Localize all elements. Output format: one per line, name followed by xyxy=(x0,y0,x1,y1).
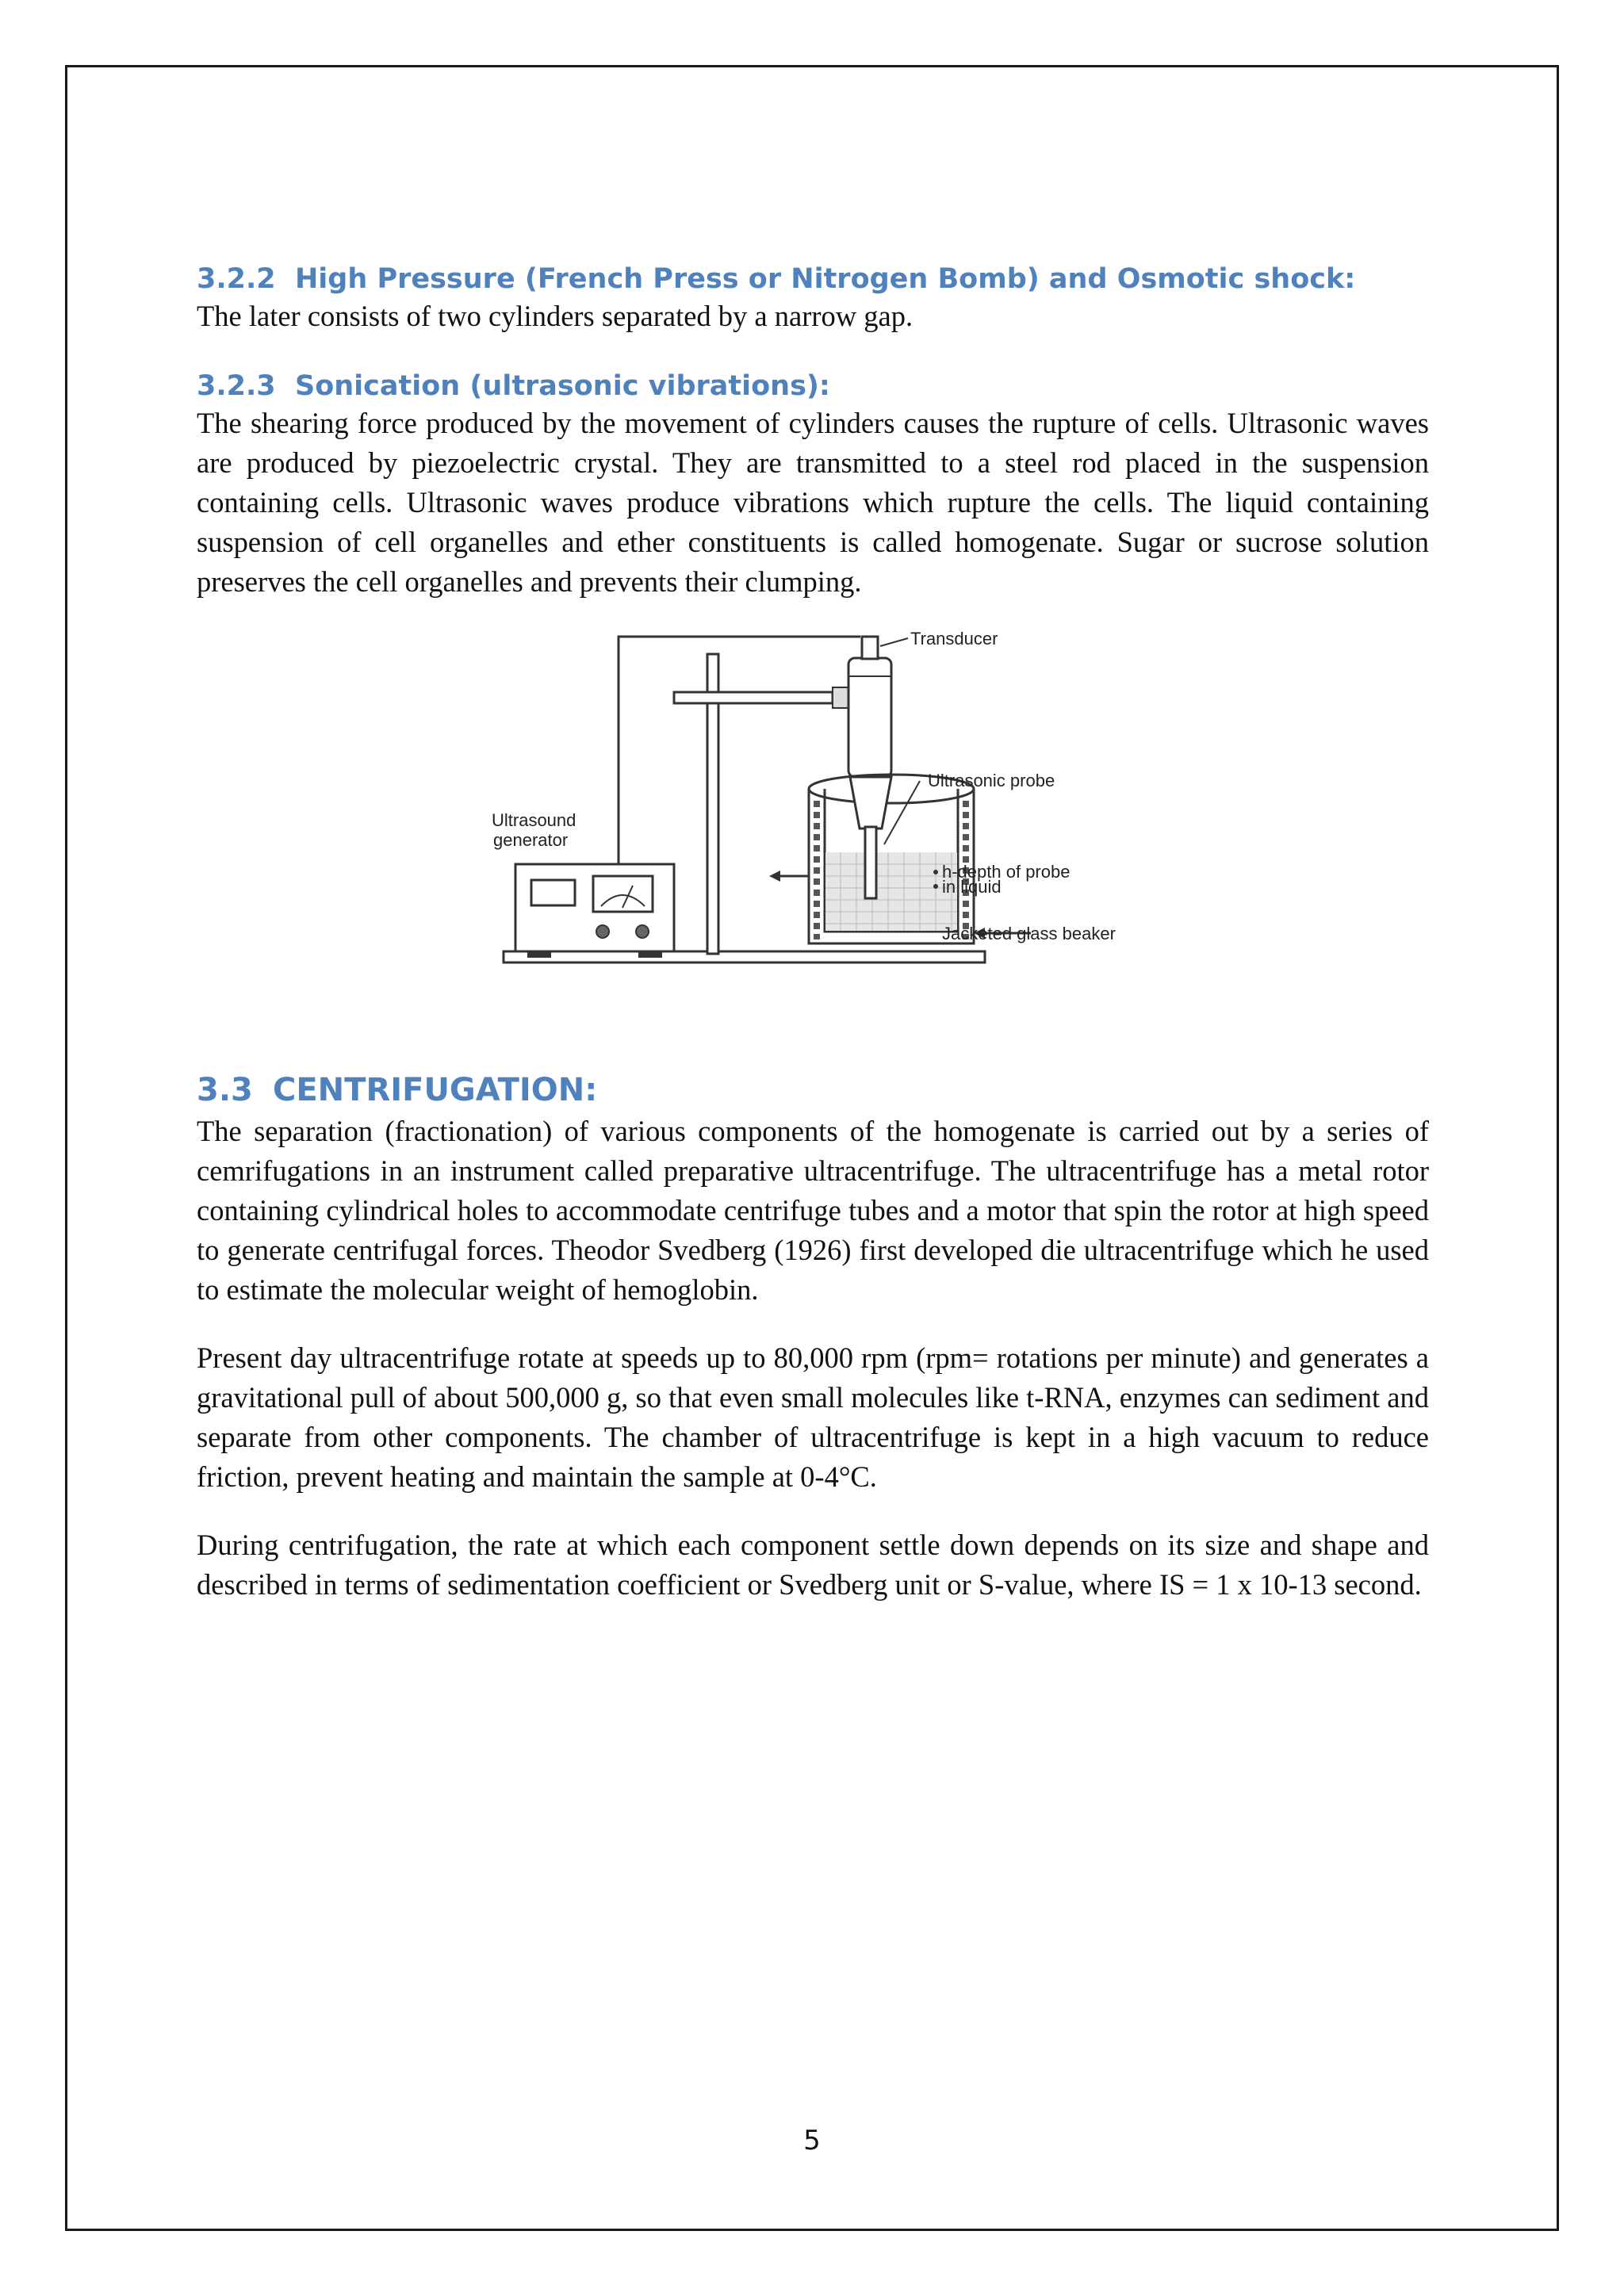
generator-display xyxy=(531,880,575,905)
label-generator-line1: Ultrasound xyxy=(492,810,576,830)
section-3-2-3-text: The shearing force produced by the movement of cylinders causes the rupture of cells. Ultrasonic waves are produced by piezoelectric crystal. They are transmitted to a steel rod placed in the suspension containing cells. Ultrasonic waves produce vibrations which rupture the cells. The liquid containing suspension of cell organelles and ether constituents is called homogenate. Sugar or sucrose solution preserves the cell organelles and prevents their clumping. xyxy=(197,407,1429,598)
section-3-2-2-text: The later consists of two cylinders separated by a narrow gap. xyxy=(197,300,914,332)
generator-knob xyxy=(596,925,609,938)
heading-title: Sonication (ultrasonic vibrations): xyxy=(295,370,830,402)
heading-3-2-2 xyxy=(197,262,1429,297)
label-transducer: Transducer xyxy=(910,629,998,649)
heading-number: 3.2.2 xyxy=(197,263,276,295)
page-number: 5 xyxy=(803,2125,821,2156)
section-3-3-paragraph-3: During centrifugation, the rate at which each component settle down depends on its size and shape and described in terms of sedimentation coefficient or Svedberg unit or S-value, where IS = 1 x 10-13 second. xyxy=(197,1529,1429,1601)
heading-number: 3.2.3 xyxy=(197,370,276,402)
heading-3-3 xyxy=(197,1070,1429,1110)
section-3-3-paragraph-2: Present day ultracentrifuge rotate at speeds up to 80,000 rpm (rpm= rotations per minute) and generates a gravitational pull of about 500,000 g, so that even small molecules like t-RNA, enzymes can sediment and separate from other components. The chamber of ultracentrifuge is kept in a high vacuum to reduce friction, prevent heating and maintain the sample at 0-4°C. xyxy=(197,1341,1429,1493)
heading-3-2-3 xyxy=(197,369,1429,404)
stand-arm xyxy=(674,692,833,703)
label-generator-line2: generator xyxy=(493,830,569,850)
section-3-3 xyxy=(197,1070,1429,1605)
section-3-3-paragraph-1: The separation (fractionation) of various components of the homogenate is carried out by a series of cemrifugations in an instrument called preparative ultracentrifuge. The ultracentrifuge has a metal rotor containing cylindrical holes to accommodate centrifuge tubes and a motor that spin the rotor at high speed to generate centrifugal forces. Theodor Svedberg (1926) first developed die ultracentrifuge which he used to estimate the molecular weight of hemoglobin. xyxy=(197,1115,1429,1306)
ultrasonic-probe xyxy=(850,777,891,828)
base-plate xyxy=(504,951,985,962)
heading-title: High Pressure (French Press or Nitrogen Bomb) and Osmotic shock: xyxy=(295,263,1356,295)
sonicator-figure xyxy=(476,622,1142,979)
clamp xyxy=(833,687,848,708)
generator-knob xyxy=(636,925,649,938)
label-beaker: Jacketed glass beaker xyxy=(942,924,1116,943)
label-depth-line2: in liquid xyxy=(942,877,1002,897)
label-ultrasonic-probe: Ultrasonic probe xyxy=(928,771,1055,790)
section-3-2-2 xyxy=(197,262,1429,336)
section-3-2-3 xyxy=(197,369,1429,602)
heading-number: 3.3 xyxy=(197,1072,253,1108)
label-depth-line1: h-depth of probe xyxy=(942,862,1071,882)
sonicator-diagram xyxy=(476,622,1142,979)
heading-title: CENTRIFUGATION: xyxy=(273,1072,598,1108)
